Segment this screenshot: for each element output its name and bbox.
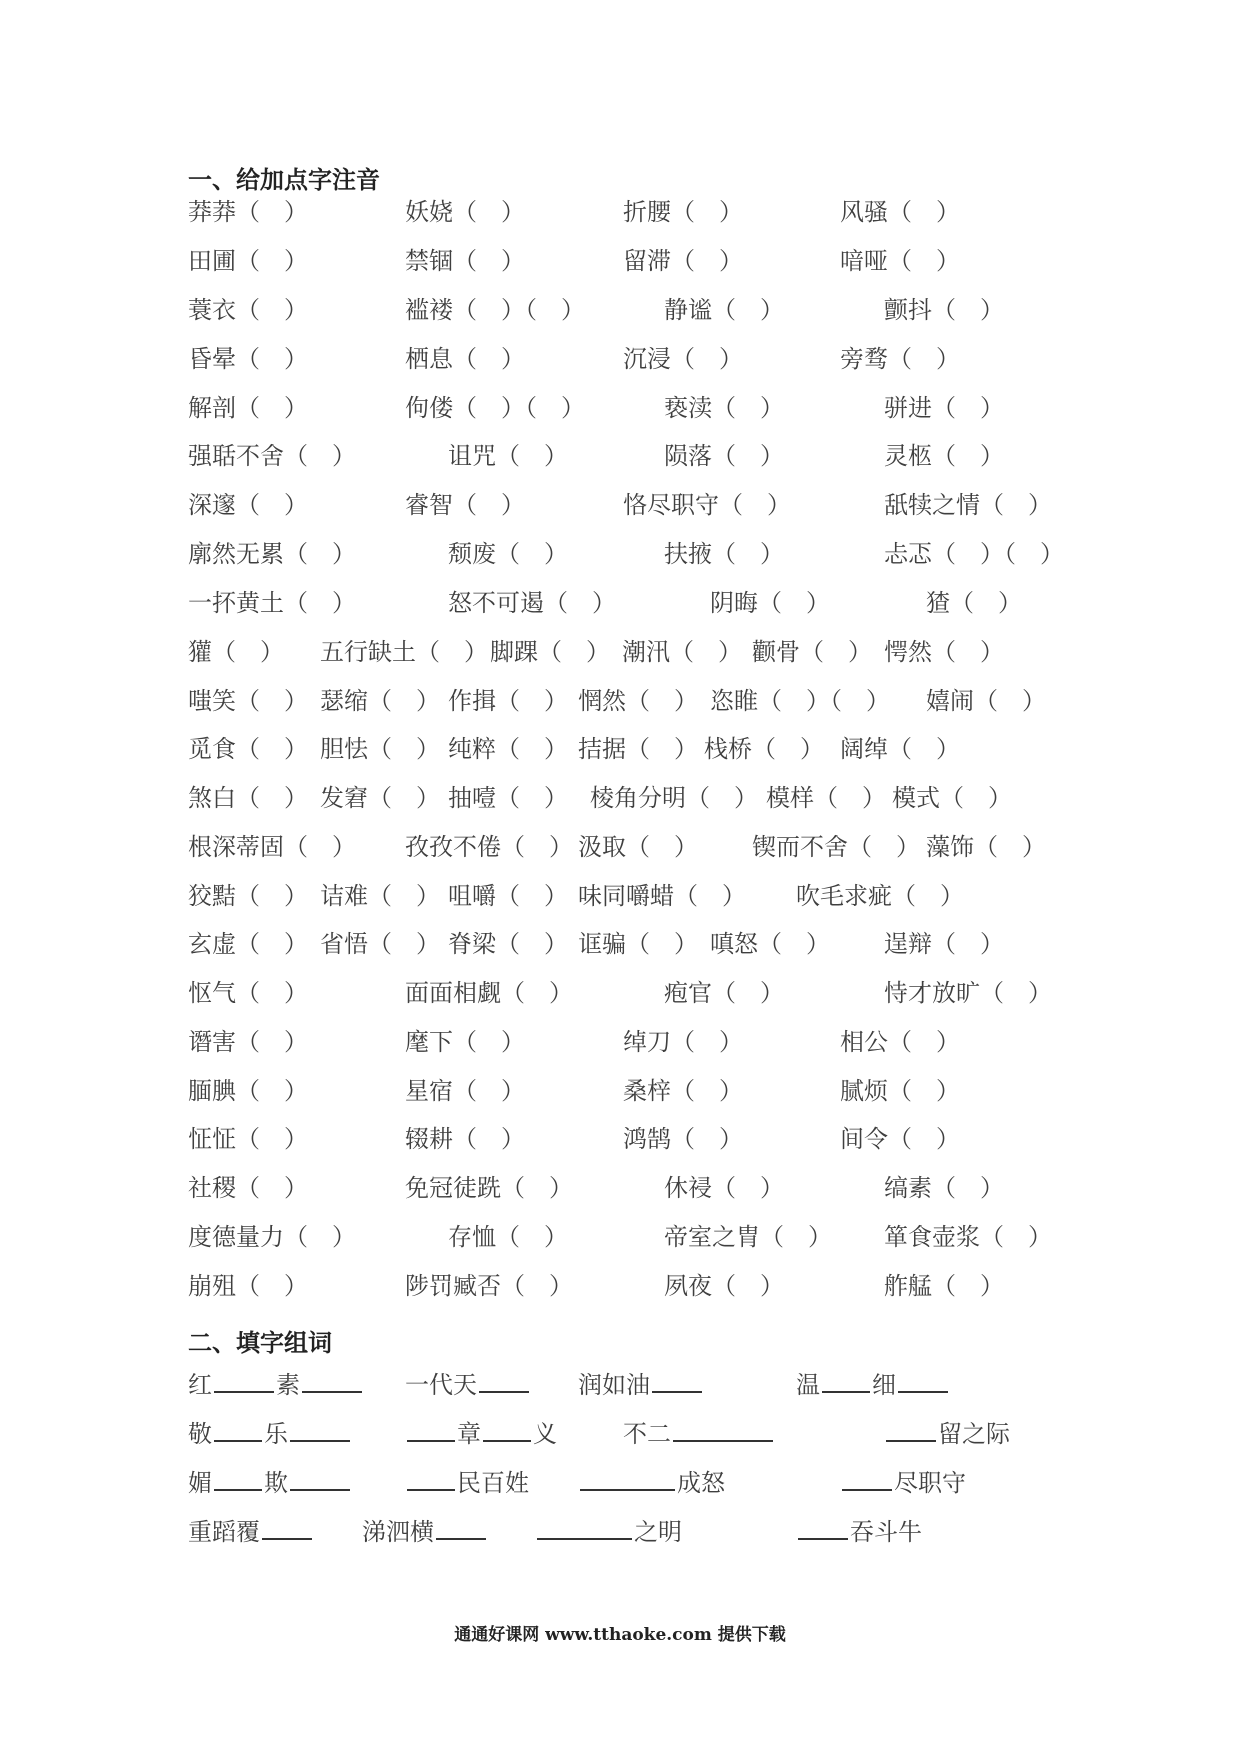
annotation-item: 静谧（ ）: [664, 296, 784, 324]
annotation-item: 抽噎（ ）: [448, 784, 568, 812]
annotation-row: [0, 294, 1240, 334]
annotation-item: 煞白（ ）: [188, 784, 308, 812]
annotation-item: 嬉闹（ ）: [926, 687, 1046, 715]
fill-item: [623, 1418, 775, 1450]
annotation-item: 诅咒（ ）: [448, 442, 568, 470]
annotation-item: 一抔黄土（ ）: [188, 589, 356, 617]
annotation-item: 免冠徒跣（ ）: [405, 1174, 573, 1202]
annotation-item: 亵渎（ ）: [664, 394, 784, 422]
annotation-item: 诓骗（ ）: [578, 930, 698, 958]
fill-row: [0, 1467, 1240, 1507]
fill-text: 留之际: [938, 1420, 1010, 1448]
annotation-row: [0, 196, 1240, 236]
annotation-item: 阴晦（ ）: [710, 589, 830, 617]
annotation-item: 模式（ ）: [892, 784, 1012, 812]
fill-row: [0, 1516, 1240, 1556]
annotation-item: 舴艋（ ）: [884, 1272, 1004, 1300]
annotation-item: 睿智（ ）: [405, 491, 525, 519]
fill-text: 吞斗牛: [850, 1518, 922, 1546]
annotation-item: 锲而不舍（ ）: [752, 833, 920, 861]
annotation-item: 省悟（ ）: [320, 930, 440, 958]
fill-item: [362, 1516, 488, 1548]
fill-item: [578, 1369, 704, 1401]
fill-blank[interactable]: [483, 1418, 531, 1442]
annotation-item: 咀嚼（ ）: [448, 882, 568, 910]
annotation-item: 夙夜（ ）: [664, 1272, 784, 1300]
annotation-item: 嗤笑（ ）: [188, 687, 308, 715]
annotation-row: [0, 245, 1240, 285]
annotation-item: 陨落（ ）: [664, 442, 784, 470]
annotation-row: [0, 392, 1240, 432]
annotation-item: 扶掖（ ）: [664, 540, 784, 568]
annotation-item: 陟罚臧否（ ）: [405, 1272, 573, 1300]
fill-text: 素: [276, 1371, 300, 1399]
annotation-item: 觅食（ ）: [188, 735, 308, 763]
fill-blank[interactable]: [214, 1467, 262, 1491]
fill-item: [535, 1516, 682, 1548]
annotation-item: 强聒不舍（ ）: [188, 442, 356, 470]
fill-row: [0, 1418, 1240, 1458]
fill-text: 欺: [264, 1469, 288, 1497]
fill-text: 红: [188, 1371, 212, 1399]
fill-blank[interactable]: [302, 1369, 362, 1393]
fill-text: 润如油: [578, 1371, 650, 1399]
fill-text: 尽职守: [894, 1469, 966, 1497]
annotation-item: 辍耕（ ）: [405, 1125, 525, 1153]
annotation-item: 恪尽职守（ ）: [623, 491, 791, 519]
fill-item: [405, 1467, 529, 1499]
annotation-item: 玄虚（ ）: [188, 930, 308, 958]
annotation-item: 五行缺土（ ）: [320, 638, 488, 666]
annotation-item: 颤抖（ ）: [884, 296, 1004, 324]
annotation-row: [0, 685, 1240, 725]
annotation-item: 星宿（ ）: [405, 1077, 525, 1105]
annotation-item: 莽莽（ ）: [188, 198, 308, 226]
annotation-item: 狡黠（ ）: [188, 882, 308, 910]
fill-item: [188, 1516, 314, 1548]
annotation-item: 缟素（ ）: [884, 1174, 1004, 1202]
fill-blank[interactable]: [580, 1467, 675, 1491]
annotation-row: [0, 880, 1240, 920]
annotation-row: [0, 538, 1240, 578]
annotation-item: 麾下（ ）: [405, 1028, 525, 1056]
annotation-item: 社稷（ ）: [188, 1174, 308, 1202]
annotation-item: 怄气（ ）: [188, 979, 308, 1007]
fill-text: 乐: [264, 1420, 288, 1448]
fill-text: 媚: [188, 1469, 212, 1497]
annotation-item: 疱官（ ）: [664, 979, 784, 1007]
annotation-item: 吹毛求疵（ ）: [796, 882, 964, 910]
fill-text: 章: [457, 1420, 481, 1448]
annotation-item: 褴褛（ ）（ ）: [405, 296, 585, 324]
annotation-item: 鸿鹄（ ）: [623, 1125, 743, 1153]
annotation-item: 折腰（ ）: [623, 198, 743, 226]
annotation-item: 嗔怒（ ）: [710, 930, 830, 958]
fill-text: 温: [796, 1371, 820, 1399]
fill-text: 重蹈覆: [188, 1518, 260, 1546]
annotation-item: 旁骛（ ）: [840, 345, 960, 373]
fill-item: [578, 1467, 725, 1499]
annotation-item: 灵柩（ ）: [884, 442, 1004, 470]
annotation-item: 味同嚼蜡（ ）: [578, 882, 746, 910]
annotation-item: 沉浸（ ）: [623, 345, 743, 373]
annotation-item: 喑哑（ ）: [840, 247, 960, 275]
annotation-row: [0, 1221, 1240, 1261]
annotation-item: 骈进（ ）: [884, 394, 1004, 422]
fill-item: [796, 1516, 922, 1548]
annotation-item: 拮据（ ）: [578, 735, 698, 763]
annotation-item: 谮害（ ）: [188, 1028, 308, 1056]
annotation-row: [0, 489, 1240, 529]
annotation-item: 存恤（ ）: [448, 1223, 568, 1251]
annotation-item: 妖娆（ ）: [405, 198, 525, 226]
annotation-item: 桑梓（ ）: [623, 1077, 743, 1105]
fill-blank[interactable]: [479, 1369, 529, 1393]
fill-text: 敬: [188, 1420, 212, 1448]
annotation-row: [0, 587, 1240, 627]
fill-blank[interactable]: [214, 1418, 262, 1442]
fill-blank[interactable]: [436, 1516, 486, 1540]
annotation-item: 禁锢（ ）: [405, 247, 525, 275]
annotation-item: 胆怯（ ）: [320, 735, 440, 763]
annotation-item: 汲取（ ）: [578, 833, 698, 861]
fill-blank[interactable]: [886, 1418, 936, 1442]
annotation-item: 留滞（ ）: [623, 247, 743, 275]
fill-blank[interactable]: [262, 1516, 312, 1540]
annotation-item: 颧骨（ ）: [752, 638, 872, 666]
annotation-item: 风骚（ ）: [840, 198, 960, 226]
annotation-item: 脊梁（ ）: [448, 930, 568, 958]
page-footer: 通通好课网 www.tthaoke.com 提供下载: [454, 1625, 786, 1645]
annotation-item: 颓废（ ）: [448, 540, 568, 568]
annotation-item: 潮汛（ ）: [622, 638, 742, 666]
annotation-item: 田圃（ ）: [188, 247, 308, 275]
fill-blank[interactable]: [652, 1369, 702, 1393]
annotation-item: 蓑衣（ ）: [188, 296, 308, 324]
annotation-item: 舐犊之情（ ）: [884, 491, 1052, 519]
fill-text: 不二: [623, 1420, 671, 1448]
fill-blank[interactable]: [290, 1467, 350, 1491]
annotation-row: [0, 1075, 1240, 1115]
annotation-item: 忐忑（ ）（ ）: [884, 540, 1064, 568]
fill-blank[interactable]: [822, 1369, 870, 1393]
annotation-row: [0, 733, 1240, 773]
annotation-item: 棱角分明（ ）: [590, 784, 758, 812]
fill-item: [796, 1369, 950, 1401]
annotation-item: 獾（ ）: [188, 638, 284, 666]
annotation-item: 藻饰（ ）: [926, 833, 1046, 861]
fill-text: 涕泗横: [362, 1518, 434, 1546]
annotation-row: [0, 977, 1240, 1017]
annotation-item: 休祲（ ）: [664, 1174, 784, 1202]
annotation-item: 度德量力（ ）: [188, 1223, 356, 1251]
annotation-item: 纯粹（ ）: [448, 735, 568, 763]
annotation-item: 阔绰（ ）: [840, 735, 960, 763]
annotation-item: 模样（ ）: [766, 784, 886, 812]
annotation-row: [0, 1026, 1240, 1066]
annotation-item: 诘难（ ）: [320, 882, 440, 910]
fill-item: [405, 1369, 531, 1401]
fill-blank[interactable]: [898, 1369, 948, 1393]
fill-text: 之明: [634, 1518, 682, 1546]
fill-text: 民百姓: [457, 1469, 529, 1497]
annotation-item: 箪食壶浆（ ）: [884, 1223, 1052, 1251]
fill-blank[interactable]: [673, 1418, 773, 1442]
fill-blank[interactable]: [842, 1467, 892, 1491]
annotation-item: 怒不可遏（ ）: [448, 589, 616, 617]
annotation-item: 相公（ ）: [840, 1028, 960, 1056]
annotation-item: 崩殂（ ）: [188, 1272, 308, 1300]
annotation-item: 绰刀（ ）: [623, 1028, 743, 1056]
annotation-item: 深邃（ ）: [188, 491, 308, 519]
annotation-item: 根深蒂固（ ）: [188, 833, 356, 861]
annotation-item: 惘然（ ）: [578, 687, 698, 715]
fill-blank[interactable]: [407, 1467, 455, 1491]
annotation-item: 发窘（ ）: [320, 784, 440, 812]
fill-item: [405, 1418, 557, 1450]
fill-item: [188, 1467, 352, 1499]
annotation-item: 佝偻（ ）（ ）: [405, 394, 585, 422]
fill-blank[interactable]: [537, 1516, 632, 1540]
section1-title: 一、给加点字注音: [188, 166, 380, 194]
annotation-item: 间令（ ）: [840, 1125, 960, 1153]
fill-row: [0, 1369, 1240, 1409]
annotation-item: 栈桥（ ）: [704, 735, 824, 763]
fill-text: 一代天: [405, 1371, 477, 1399]
fill-text: 细: [872, 1371, 896, 1399]
annotation-item: 作揖（ ）: [448, 687, 568, 715]
annotation-row: [0, 1172, 1240, 1212]
annotation-item: 腻烦（ ）: [840, 1077, 960, 1105]
fill-blank[interactable]: [798, 1516, 848, 1540]
annotation-row: [0, 440, 1240, 480]
fill-item: [188, 1369, 364, 1401]
annotation-item: 愕然（ ）: [884, 638, 1004, 666]
annotation-item: 面面相觑（ ）: [405, 979, 573, 1007]
annotation-item: 昏晕（ ）: [188, 345, 308, 373]
annotation-item: 解剖（ ）: [188, 394, 308, 422]
section2-title: 二、填字组词: [188, 1329, 332, 1357]
annotation-item: 逞辩（ ）: [884, 930, 1004, 958]
annotation-row: [0, 636, 1240, 676]
annotation-item: 廓然无累（ ）: [188, 540, 356, 568]
annotation-item: 脚踝（ ）: [490, 638, 610, 666]
fill-item: [884, 1418, 1010, 1450]
annotation-item: 瑟缩（ ）: [320, 687, 440, 715]
fill-item: [188, 1418, 352, 1450]
annotation-row: [0, 1123, 1240, 1163]
annotation-item: 猹（ ）: [926, 589, 1022, 617]
fill-item: [840, 1467, 966, 1499]
fill-blank[interactable]: [407, 1418, 455, 1442]
annotation-item: 帝室之胄（ ）: [664, 1223, 832, 1251]
annotation-item: 腼腆（ ）: [188, 1077, 308, 1105]
fill-text: 义: [533, 1420, 557, 1448]
annotation-row: [0, 1270, 1240, 1310]
annotation-item: 孜孜不倦（ ）: [405, 833, 573, 861]
annotation-item: 栖息（ ）: [405, 345, 525, 373]
annotation-row: [0, 343, 1240, 383]
fill-blank[interactable]: [214, 1369, 274, 1393]
annotation-row: [0, 782, 1240, 822]
annotation-item: 恃才放旷（ ）: [884, 979, 1052, 1007]
annotation-row: [0, 831, 1240, 871]
fill-text: 成怒: [677, 1469, 725, 1497]
fill-blank[interactable]: [290, 1418, 350, 1442]
annotation-item: 恣睢（ ）（ ）: [710, 687, 890, 715]
annotation-item: 怔怔（ ）: [188, 1125, 308, 1153]
annotation-row: [0, 928, 1240, 968]
